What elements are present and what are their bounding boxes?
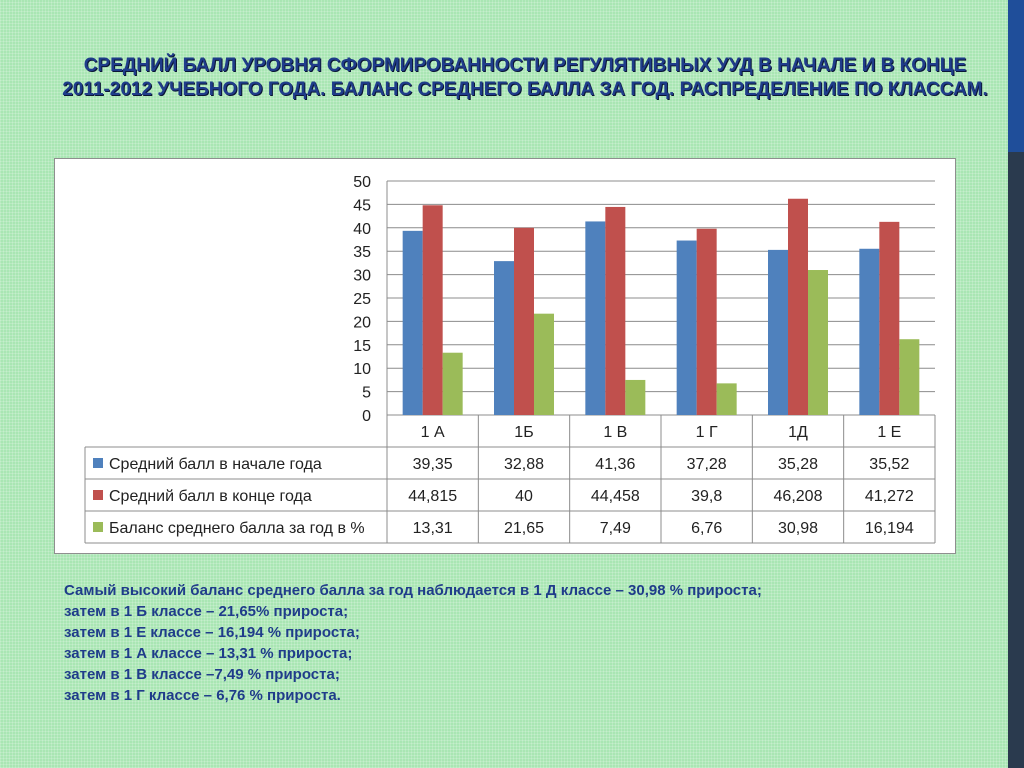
- bar-series-3: [808, 270, 828, 415]
- y-tick-label: 35: [353, 244, 371, 262]
- data-label: 16,194: [864, 520, 914, 537]
- bar-series-3: [534, 314, 554, 415]
- bar-chart: [55, 159, 955, 553]
- bar-series-2: [697, 229, 717, 415]
- bar-series-3: [717, 383, 737, 415]
- x-category-label: 1 В: [603, 424, 628, 441]
- x-category-label: 1 А: [420, 424, 445, 441]
- legend-label: Средний балл в конце года: [109, 488, 312, 505]
- summary-line: затем в 1 В классе –7,49 % прироста;: [64, 666, 340, 683]
- x-category-label: 1 Г: [695, 424, 718, 441]
- bar-series-3: [625, 380, 645, 415]
- slide-side-bar-accent: [1008, 0, 1024, 152]
- y-tick-label: 40: [353, 220, 371, 238]
- legend-swatch: [93, 490, 103, 500]
- legend-label: Средний балл в начале года: [109, 456, 322, 473]
- data-label: 40: [515, 488, 533, 505]
- summary-line: затем в 1 А классе – 13,31 % прироста;: [64, 645, 353, 662]
- y-tick-label: 15: [353, 337, 371, 355]
- y-tick-label: 50: [353, 174, 371, 191]
- y-tick-label: 30: [353, 267, 371, 285]
- x-category-label: 1 Е: [877, 424, 902, 441]
- data-label: 46,208: [773, 488, 823, 505]
- data-label: 44,815: [408, 488, 458, 505]
- y-tick-label: 25: [353, 291, 371, 308]
- y-tick-label: 0: [362, 408, 371, 425]
- y-tick-label: 20: [353, 314, 371, 332]
- legend-label: Баланс среднего балла за год в %: [109, 520, 365, 537]
- bar-series-2: [423, 205, 443, 415]
- legend-swatch: [93, 458, 103, 468]
- bar-series-1: [403, 231, 423, 415]
- summary-line: Самый высокий баланс среднего балла за год наблюдается в 1 Д классе – 30,98 % прироста;: [64, 582, 762, 599]
- data-label: 39,8: [691, 488, 723, 505]
- bar-series-3: [899, 339, 919, 415]
- bar-series-2: [605, 207, 625, 415]
- data-label: 41,272: [864, 488, 914, 505]
- data-label: 37,28: [686, 456, 727, 473]
- data-label: 35,28: [777, 456, 819, 473]
- y-tick-label: 10: [353, 361, 371, 379]
- data-label: 39,35: [412, 456, 453, 473]
- summary-line: затем в 1 Г классе – 6,76 % прироста.: [64, 687, 341, 704]
- slide-title: СРЕДНИЙ БАЛЛ УРОВНЯ СФОРМИРОВАННОСТИ РЕГУЛЯТИВНЫХ УУД В НАЧАЛЕ И В КОНЦЕ 2011-2012 УЧЕБНОГО ГОДА. БАЛАНС СРЕДНЕГО БАЛЛА ЗА ГОД. РАСПРЕДЕЛЕНИЕ ПО КЛАССАМ.: [62, 55, 988, 100]
- data-label: 30,98: [777, 520, 819, 537]
- data-label: 13,31: [412, 520, 453, 537]
- y-tick-label: 5: [362, 384, 371, 402]
- chart-container: [54, 158, 956, 554]
- bar-series-2: [788, 199, 808, 415]
- legend-swatch: [93, 522, 103, 532]
- x-category-label: 1Д: [788, 424, 808, 441]
- x-category-label: 1Б: [514, 424, 534, 441]
- data-label: 44,458: [590, 488, 640, 505]
- data-label: 35,52: [869, 456, 910, 473]
- bar-series-1: [677, 241, 697, 415]
- summary-line: затем в 1 Б классе – 21,65% прироста;: [64, 603, 349, 620]
- data-label: 32,88: [503, 456, 545, 473]
- data-label: 21,65: [503, 520, 545, 537]
- bar-series-2: [879, 222, 899, 415]
- data-label: 7,49: [599, 520, 631, 537]
- bar-series-2: [514, 228, 534, 415]
- data-label: 41,36: [595, 456, 636, 473]
- data-label: 6,76: [691, 520, 723, 537]
- bar-series-1: [494, 261, 514, 415]
- bar-series-1: [859, 249, 879, 415]
- bar-series-3: [443, 353, 463, 415]
- summary-line: затем в 1 Е классе – 16,194 % прироста;: [64, 624, 360, 641]
- bar-series-1: [585, 221, 605, 415]
- y-tick-label: 45: [353, 197, 371, 215]
- summary-text: [64, 580, 964, 706]
- bar-series-1: [768, 250, 788, 415]
